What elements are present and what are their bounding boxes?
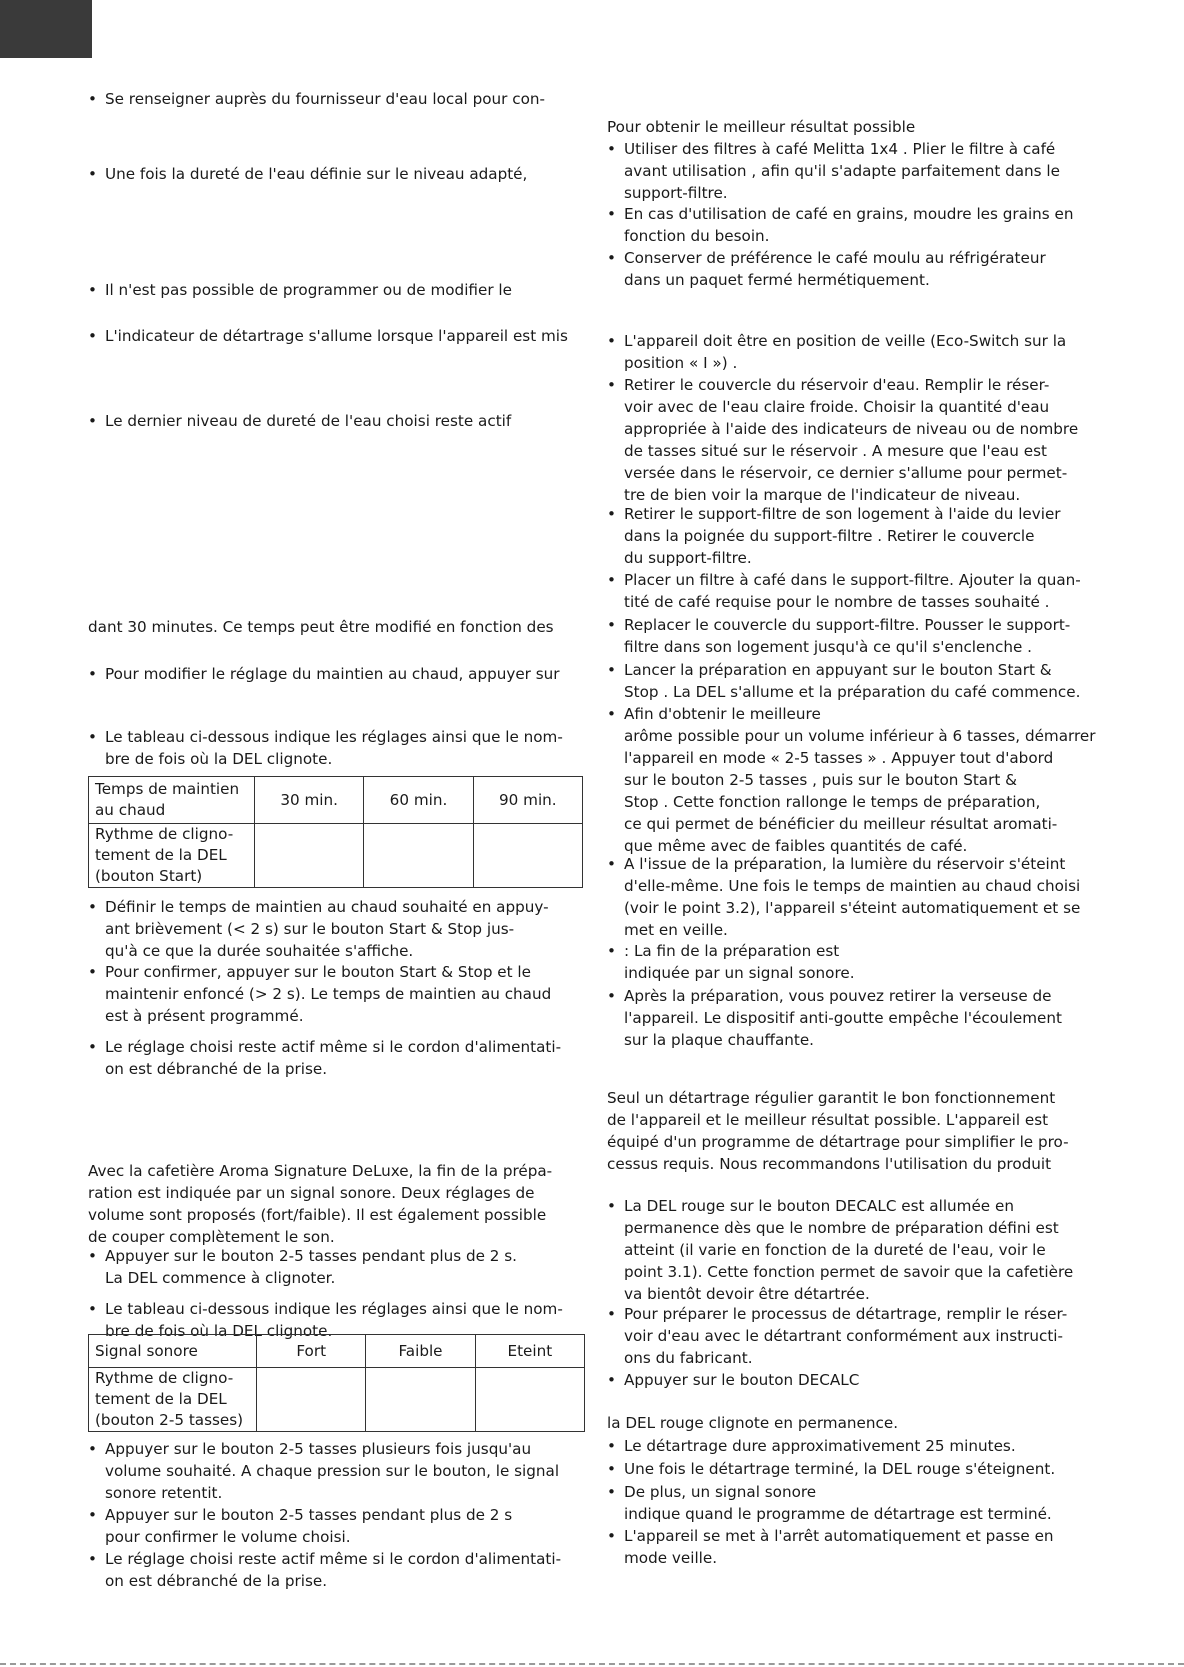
list-item: • Le dernier niveau de dureté de l'eau choisi reste actif	[88, 410, 511, 432]
table-cell	[473, 824, 582, 888]
list-item: • Une fois la dureté de l'eau définie sur le niveau adapté,	[88, 163, 527, 185]
table-cell	[257, 1368, 366, 1432]
list-item: • Replacer le couvercle du support-filtre. Pousser le support- filtre dans son logement jusqu'à ce qu'il s'enclenche .	[607, 614, 1070, 658]
signal-table	[88, 1334, 585, 1432]
table-header-cell: 60 min.	[364, 777, 473, 824]
list-item: • Lancer la préparation en appuyant sur le bouton Start & Stop . La DEL s'allume et la préparation du café commence.	[607, 659, 1080, 703]
list-item: • L'appareil doit être en position de veille (Eco-Switch sur la position « I ») .	[607, 330, 1066, 374]
list-item: • Pour préparer le processus de détartrage, remplir le réser- voir d'eau avec le détartrant conformément aux instructi- ons du fabricant.	[607, 1303, 1067, 1369]
list-item: • Le tableau ci-dessous indique les réglages ainsi que le nom- bre de fois où la DEL clignote.	[88, 726, 563, 770]
list-item: • Le réglage choisi reste actif même si le cordon d'alimentati- on est débranché de la prise.	[88, 1548, 561, 1592]
list-item: • Pour confirmer, appuyer sur le bouton Start & Stop et le maintenir enfoncé (> 2 s). Le temps de maintien au chaud est à présent programmé.	[88, 961, 551, 1027]
list-item: • Le réglage choisi reste actif même si le cordon d'alimentati- on est débranché de la prise.	[88, 1036, 561, 1080]
paragraph: Seul un détartrage régulier garantit le bon fonctionnement de l'appareil et le meilleur résultat possible. L'appareil est équipé d'un programme de détartrage pour simplifier le pro- cessus requis. Nous recommandons l'utilisation du produit	[607, 1089, 1069, 1173]
table-cell	[475, 1368, 584, 1432]
list-item: • De plus, un signal sonore indique quand le programme de détartrage est terminé.	[607, 1481, 1052, 1525]
table-row-label: Rythme de cligno- tement de la DEL (bouton Start)	[89, 824, 255, 888]
list-item: • En cas d'utilisation de café en grains, moudre les grains en fonction du besoin.	[607, 203, 1074, 247]
table-header-cell: Signal sonore	[89, 1335, 257, 1368]
list-item: • Le détartrage dure approximativement 25 minutes.	[607, 1435, 1016, 1457]
list-item: • Pour modifier le réglage du maintien au chaud, appuyer sur	[88, 663, 560, 685]
list-item: • A l'issue de la préparation, la lumière du réservoir s'éteint d'elle-même. Une fois le temps de maintien au chaud choisi (voir le point 3.2), l'appareil s'éteint automatiquement et se met en veille.	[607, 853, 1080, 941]
keep-warm-table	[88, 776, 583, 888]
list-item: • Appuyer sur le bouton 2-5 tasses plusieurs fois jusqu'au volume souhaité. A chaque pression sur le bouton, le signal sonore retentit.	[88, 1438, 559, 1504]
table-cell	[366, 1368, 475, 1432]
paragraph-line: la DEL rouge clignote en permanence.	[607, 1414, 899, 1432]
list-item: • Se renseigner auprès du fournisseur d'eau local pour con-	[88, 88, 545, 110]
list-item: • Afin d'obtenir le meilleure arôme possible pour un volume inférieur à 6 tasses, démarrer l'appareil en mode « 2-5 tasses » . Appuyer tout d'abord sur le bouton 2-5 tasses , puis sur le bouton Start & Stop . Cette fonction rallonge le temps de préparation, ce qui permet de bénéficier du meilleur résultat aromati- que même avec de faibles quantités de café.	[607, 703, 1096, 857]
table-header-cell: 30 min.	[255, 777, 364, 824]
table-cell	[364, 824, 473, 888]
table-header-cell: Eteint	[475, 1335, 584, 1368]
paragraph-line: dant 30 minutes. Ce temps peut être modifié en fonction des	[88, 618, 554, 636]
list-item: • L'appareil se met à l'arrêt automatiquement et passe en mode veille.	[607, 1525, 1054, 1569]
section-title: Pour obtenir le meilleur résultat possible	[607, 118, 916, 136]
list-item: • Une fois le détartrage terminé, la DEL rouge s'éteignent.	[607, 1458, 1055, 1480]
list-item: • Utiliser des filtres à café Melitta 1x4 . Plier le filtre à café avant utilisation , afin qu'il s'adapte parfaitement dans le support-filtre.	[607, 138, 1060, 204]
table-header-cell: Faible	[366, 1335, 475, 1368]
list-item: • Après la préparation, vous pouvez retirer la verseuse de l'appareil. Le dispositif anti-goutte empêche l'écoulement sur la plaque chauffante.	[607, 985, 1062, 1051]
list-item: • La DEL rouge sur le bouton DECALC est allumée en permanence dès que le nombre de préparation défini est atteint (il varie en fonction de la dureté de l'eau, voir le point 3.1). Cette fonction permet de savoir que la cafetière va bientôt devoir être détartrée.	[607, 1195, 1073, 1305]
table-header-cell: Temps de maintien au chaud	[89, 777, 255, 824]
table-row-label: Rythme de cligno- tement de la DEL (bouton 2-5 tasses)	[89, 1368, 257, 1432]
table-header-cell: 90 min.	[473, 777, 582, 824]
page-bottom-rule	[0, 1663, 1184, 1665]
list-item: • Retirer le support-filtre de son logement à l'aide du levier dans la poignée du support-filtre . Retirer le couvercle du support-filtre.	[607, 503, 1061, 569]
list-item: • Retirer le couvercle du réservoir d'eau. Remplir le réser- voir avec de l'eau claire froide. Choisir la quantité d'eau appropriée à l'aide des indicateurs de niveau ou de nombre de tasses situé sur le réservoir . A mesure que l'eau est versée dans le réservoir, ce dernier s'allume pour permet- tre de bien voir la marque de l'indicateur de niveau.	[607, 374, 1078, 506]
list-item: • : La fin de la préparation est indiquée par un signal sonore.	[607, 940, 855, 984]
list-item: • Il n'est pas possible de programmer ou de modifier le	[88, 279, 512, 301]
list-item: • Placer un filtre à café dans le support-filtre. Ajouter la quan- tité de café requise pour le nombre de tasses souhaité .	[607, 569, 1081, 613]
list-item: • Le tableau ci-dessous indique les réglages ainsi que le nom- bre de fois où la DEL clignote.	[88, 1298, 563, 1342]
list-item: • L'indicateur de détartrage s'allume lorsque l'appareil est mis	[88, 325, 568, 347]
table-cell	[255, 824, 364, 888]
list-item: • Appuyer sur le bouton 2-5 tasses pendant plus de 2 s pour confirmer le volume choisi.	[88, 1504, 512, 1548]
paragraph: Avec la cafetière Aroma Signature DeLuxe, la fin de la prépa- ration est indiquée par un signal sonore. Deux réglages de volume sont proposés (fort/faible). Il est également possible de couper complètement le son.	[88, 1162, 553, 1246]
list-item: • Appuyer sur le bouton DECALC	[607, 1369, 859, 1391]
list-item: • Appuyer sur le bouton 2-5 tasses pendant plus de 2 s. La DEL commence à clignoter.	[88, 1245, 517, 1289]
list-item: • Conserver de préférence le café moulu au réfrigérateur dans un paquet fermé hermétiquement.	[607, 247, 1046, 291]
list-item: • Définir le temps de maintien au chaud souhaité en appuy- ant brièvement (< 2 s) sur le bouton Start & Stop jus- qu'à ce que la durée souhaitée s'affiche.	[88, 896, 549, 962]
table-header-cell: Fort	[257, 1335, 366, 1368]
page-corner-tab	[0, 0, 92, 58]
